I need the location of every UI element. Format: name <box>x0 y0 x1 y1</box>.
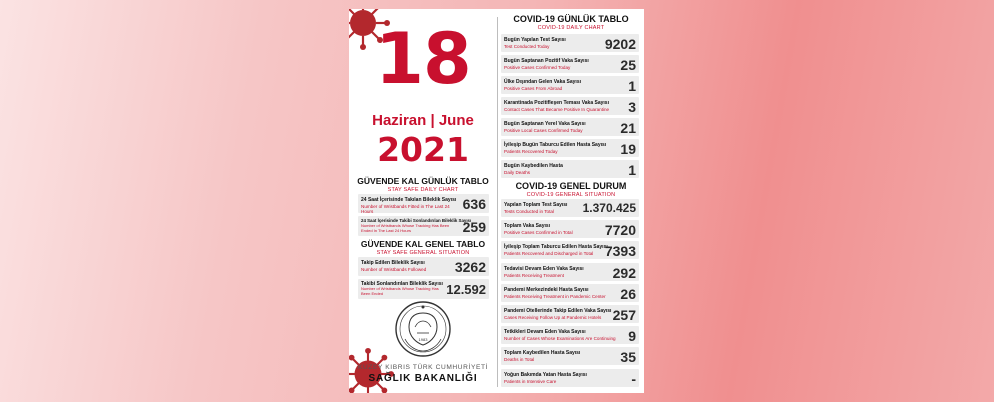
row-label-tr: Tedavisi Devam Eden Vaka Sayısı <box>504 265 584 272</box>
table-row <box>501 263 639 281</box>
row-label-tr: Takip Edilen Bileklik Sayısı <box>361 260 425 266</box>
row-value: 26 <box>620 285 636 302</box>
row-label-en: Positive Local Cases Confirmed Today <box>504 128 583 133</box>
emblem-year: 1983 <box>418 337 428 342</box>
table-row <box>501 76 639 94</box>
daily-chart-title: COVID-19 GÜNLÜK TABLO <box>513 14 629 24</box>
row-label-tr: Ülke Dışından Gelen Vaka Sayısı <box>504 79 581 85</box>
row-value: 7720 <box>604 222 636 239</box>
row-value: 257 <box>612 307 636 323</box>
stay-safe-daily-subtitle: STAY SAFE DAILY CHART <box>387 187 459 193</box>
right-column <box>501 9 641 393</box>
row-label-tr: İyileşip Toplam Taburcu Edilen Hasta Sayısı <box>504 244 608 251</box>
table-row <box>501 199 639 217</box>
table-row <box>501 369 639 387</box>
row-label-en: Contact Cases That Became Positive In Quarantine <box>504 107 610 112</box>
row-label-tr: Toplam Vaka Sayısı <box>504 223 551 230</box>
table-row <box>501 97 639 115</box>
row-value: 9202 <box>604 36 636 52</box>
row-value: 1.370.425 <box>582 201 636 215</box>
table-row <box>501 160 639 178</box>
row-value: 25 <box>620 57 636 73</box>
row-label-en: Patients Receiving Treatment in Pandemic Center <box>504 293 606 299</box>
row-value: 9 <box>628 328 636 345</box>
date-day: 18 <box>375 18 471 100</box>
row-label-en: Test Conducted Today <box>504 44 550 49</box>
row-label-en: Positive Cases Confirmed in Total <box>504 230 573 236</box>
row-value: 21 <box>620 120 636 136</box>
table-row <box>358 279 489 299</box>
row-label-en: Number of Wristbands Fitted in The Last 24 Hours <box>361 204 450 215</box>
row-label-en: Patients in Intensive Care <box>504 378 557 384</box>
table-row <box>501 139 639 157</box>
table-row <box>501 347 639 365</box>
general-situation-subtitle: COVID-19 GENERAL SITUATION <box>526 192 616 198</box>
date-month: Haziran | June <box>372 112 474 129</box>
row-label-en: Number of Cases Whose Examinations Are Continuing <box>504 336 616 342</box>
row-value: - <box>631 370 636 387</box>
row-label-en: Number of Wristbands Whose Tracking Has Been Ended In The Last 24 Hours <box>361 223 450 233</box>
row-label-en: Daily Deaths <box>504 170 531 175</box>
ministry-name: SAĞLIK BAKANLIĞI <box>368 373 478 384</box>
row-label-tr: Bugün Saptanan Yerel Vaka Sayısı <box>504 121 586 127</box>
table-row <box>501 220 639 238</box>
row-label-tr: Bugün Yapılan Test Sayısı <box>504 37 566 43</box>
row-value: 259 <box>462 219 486 235</box>
row-value: 19 <box>620 141 636 157</box>
table-row <box>501 118 639 136</box>
general-situation-title: COVID-19 GENEL DURUM <box>515 181 627 191</box>
row-label-en: Positive Cases Confirmed Today <box>504 65 571 70</box>
row-label-tr: Bugün Kaybedilen Hasta <box>504 163 563 169</box>
row-label-tr: Karantinada Pozitifleşen Teması Vaka Sayısı <box>504 100 609 106</box>
table-row <box>501 284 639 302</box>
row-value: 1 <box>628 78 636 94</box>
table-row <box>501 241 639 259</box>
row-label-tr: Takibi Sonlandırılan Bileklik Sayısı <box>361 281 443 287</box>
row-label-en: Patients Recovered and Discharged in Total <box>504 251 594 257</box>
table-row <box>358 194 489 213</box>
column-divider <box>497 17 498 387</box>
row-label-tr: Tetkikleri Devam Eden Vaka Sayısı <box>504 329 586 336</box>
table-row <box>501 305 639 323</box>
row-label-en: Cases Receiving Follow Up at Pandemic Hotels <box>504 315 602 320</box>
row-label-en: Patients Recovered Today <box>504 149 558 154</box>
row-label-tr: Yoğun Bakımda Yatan Hasta Sayısı <box>504 371 587 378</box>
row-value: 1 <box>628 162 636 178</box>
table-row <box>358 257 489 276</box>
ministry-emblem-icon <box>393 299 453 359</box>
row-label-tr: Pandemi Merkezindeki Hasta Sayısı <box>504 286 589 293</box>
row-value: 7393 <box>604 243 636 260</box>
row-value: 35 <box>620 349 636 366</box>
stay-safe-general-subtitle: STAY SAFE GENERAL SITUATION <box>376 250 470 256</box>
date-year: 2021 <box>377 130 469 169</box>
stay-safe-general-title: GÜVENDE KAL GENEL TABLO <box>360 239 486 249</box>
row-label-en: Patients Receiving Treatment <box>504 272 565 278</box>
row-label-tr: 24 Saat İçerisinde Takibi Sonlandırılan Bileklik Sayısı <box>361 218 472 223</box>
ministry-country: KUZEY KIBRIS TÜRK CUMHURİYETİ <box>358 364 488 371</box>
table-row <box>501 34 639 52</box>
table-row <box>501 326 639 344</box>
row-label-en: Tests Conducted in Total <box>504 209 554 214</box>
covid-report-card <box>349 9 644 393</box>
stay-safe-daily-title: GÜVENDE KAL GÜNLÜK TABLO <box>357 176 489 186</box>
table-row <box>358 216 489 236</box>
row-value: 3262 <box>454 259 486 275</box>
row-label-tr: Yapılan Toplam Test Sayısı <box>504 202 568 208</box>
row-label-tr: Toplam Kaybedilen Hasta Sayısı <box>504 350 581 357</box>
table-row <box>501 55 639 73</box>
row-label-tr: Pandemi Otellerinde Takip Edilen Vaka Sayısı <box>504 308 612 314</box>
row-label-en: Deaths in Total <box>504 357 535 363</box>
left-column <box>349 9 497 393</box>
row-value: 12.592 <box>446 282 486 297</box>
row-label-tr: 24 Saat İçerisinde Takılan Bileklik Sayısı <box>361 197 457 203</box>
row-label-en: Number of Wristbands Followed <box>361 267 427 272</box>
row-label-en: Positive Cases From Abroad <box>504 86 563 91</box>
row-label-tr: Bugün Saptanan Pozitif Vaka Sayısı <box>504 58 589 64</box>
row-label-en: Number of Wristbands Whose Tracking Has Been Ended <box>361 286 439 296</box>
daily-chart-subtitle: COVID-19 DAILY CHART <box>537 25 605 31</box>
row-value: 3 <box>628 99 636 115</box>
row-value: 292 <box>612 264 636 281</box>
row-label-tr: İyileşip Bugün Taburcu Edilen Hasta Sayısı <box>504 142 607 148</box>
row-value: 636 <box>462 196 486 212</box>
